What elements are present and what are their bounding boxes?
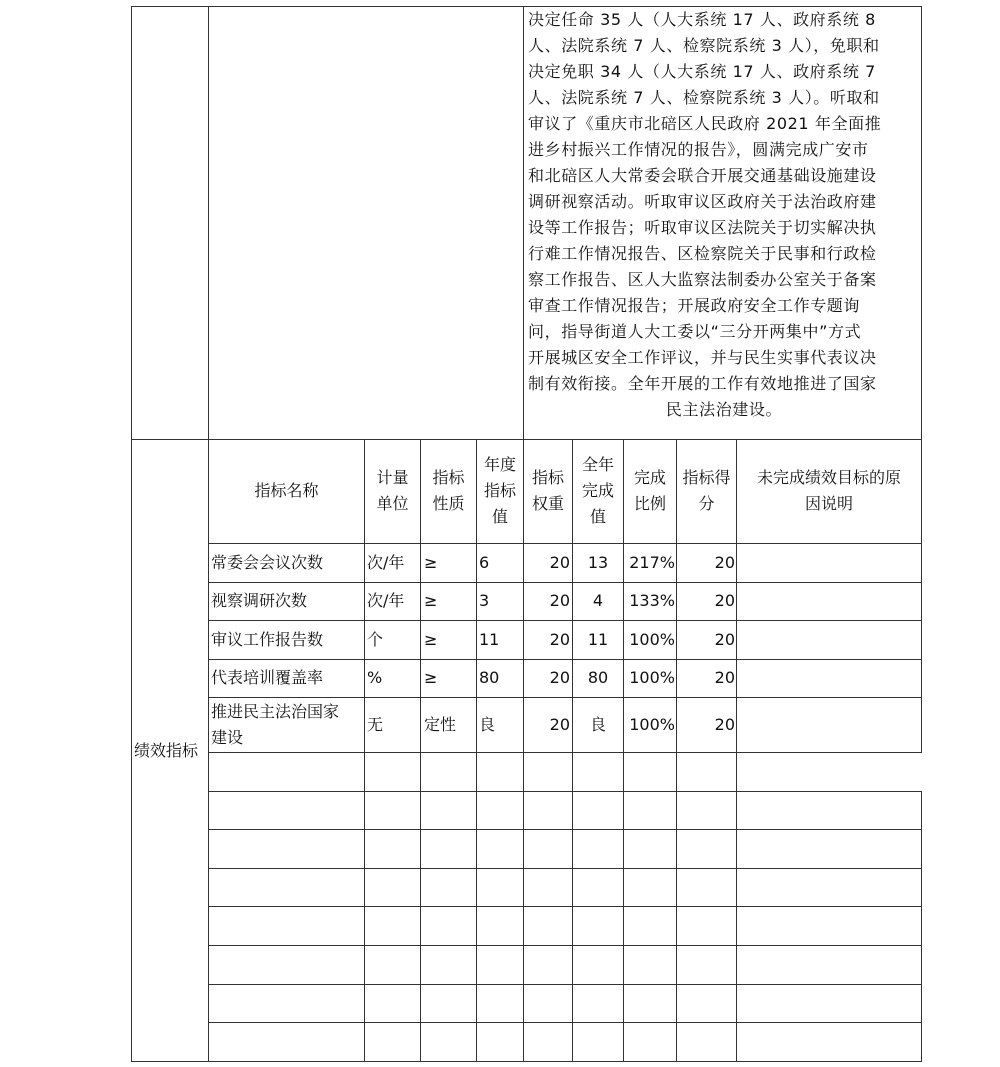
- row-line-9: [208, 906, 922, 907]
- header-weight: [524, 465, 572, 517]
- cell-ratio: 100%: [629, 668, 675, 687]
- cell-annual-target: 3: [479, 591, 490, 610]
- summary-line: 行难工作情况报告、区检察院关于民事和行政检: [528, 244, 877, 263]
- cell-actual: 80: [587, 668, 609, 687]
- header-text: 性质: [432, 494, 465, 513]
- cell-ratio: 217%: [629, 553, 675, 572]
- cell-weight: 20: [549, 715, 570, 734]
- cell-actual: 11: [587, 630, 609, 649]
- col-line-5: [572, 440, 573, 1062]
- row-line-7: [208, 829, 922, 830]
- cell-nature: ≥: [424, 553, 438, 572]
- summary-line: 调研视察活动。听取审议区政府关于法治政府建: [528, 192, 877, 211]
- border-right-top: [921, 6, 922, 440]
- cell-nature: ≥: [424, 630, 438, 649]
- header-text: 因说明: [804, 494, 853, 513]
- cell-actual: 良: [589, 715, 606, 734]
- col-line-3: [476, 440, 477, 1062]
- summary-line: 审议了《重庆市北碚区人民政府 2021 年全面推: [528, 114, 882, 133]
- summary-line: 开展城区安全工作评议，并与民生实事代表议决: [528, 348, 877, 367]
- header-text: 分: [698, 494, 715, 513]
- header-text: 比例: [633, 494, 666, 513]
- cell-score: 20: [714, 553, 735, 572]
- header-text: 指标: [531, 468, 564, 487]
- summary-line: 问，指导街道人大工委以“三分开两集中”方式: [528, 322, 862, 341]
- border-top-mid: [523, 6, 524, 440]
- cell-indicator-name: 审议工作报告数: [211, 630, 324, 649]
- cell-nature: ≥: [424, 591, 438, 610]
- header-text: 年度: [483, 455, 516, 474]
- row-line-10: [208, 945, 922, 946]
- col-line-6: [623, 440, 624, 1062]
- summary-line: 民主法治建设。: [665, 400, 783, 419]
- summary-paragraph: [528, 7, 920, 423]
- cell-indicator-name: 推进民主法治国家: [211, 702, 340, 721]
- header-text: 权重: [531, 494, 564, 513]
- header-text: 未完成绩效目标的原: [756, 468, 901, 487]
- cell-annual-target: 6: [479, 553, 490, 572]
- header-reason: [737, 465, 921, 517]
- header-text: 单位: [376, 494, 409, 513]
- cell-actual: 4: [592, 591, 604, 610]
- summary-line: 制有效衔接。全年开展的工作有效地推进了国家: [528, 374, 877, 393]
- summary-line: 和北碚区人大常委会联合开展交通基础设施建设: [528, 166, 877, 185]
- row-line-4: [208, 697, 922, 698]
- col-line-7: [676, 440, 677, 1062]
- cell-weight: 20: [549, 668, 570, 687]
- cell-indicator-name: 代表培训覆盖率: [211, 668, 324, 687]
- summary-line: 察工作报告、区人大监察法制委办公室关于备案: [528, 270, 877, 289]
- row-line-8: [208, 868, 922, 869]
- summary-line: 决定任命 35 人（人大系统 17 人、政府系统 8: [528, 10, 876, 29]
- cell-actual: 13: [587, 553, 609, 572]
- row-line-header: [208, 543, 922, 544]
- row-line-3: [208, 659, 922, 660]
- cell-ratio: 100%: [629, 715, 675, 734]
- cell-nature: ≥: [424, 668, 438, 687]
- cell-unit: 次/年: [367, 591, 405, 610]
- border-bottom: [131, 1061, 922, 1062]
- cell-annual-target: 11: [479, 630, 500, 649]
- cell-annual-target: 80: [479, 668, 500, 687]
- cell-annual-target: 良: [479, 715, 496, 734]
- cell-indicator-name: 常委会会议次数: [211, 553, 324, 572]
- header-text: 完成: [633, 468, 666, 487]
- cell-weight: 20: [549, 591, 570, 610]
- summary-line: 设等工作报告；听取审议区法院关于切实解决执: [528, 218, 877, 237]
- cell-indicator-name: 视察调研次数: [211, 591, 308, 610]
- header-text: 指标得: [682, 468, 731, 487]
- cell-score: 20: [714, 715, 735, 734]
- header-ratio: [624, 465, 676, 517]
- row-line-11: [208, 984, 922, 985]
- header-annual-target: [477, 452, 523, 530]
- header-text: 完成: [581, 481, 614, 500]
- row-line-12: [208, 1022, 922, 1023]
- summary-line: 人、法院系统 7 人、检察院系统 3 人）。听取和: [528, 88, 880, 107]
- cell-unit: 无: [367, 715, 384, 734]
- header-text: 指标名称: [254, 481, 319, 500]
- header-text: 指标: [432, 468, 465, 487]
- row-line-6: [208, 791, 922, 792]
- row-line-5: [208, 752, 922, 753]
- row-line-1: [208, 582, 922, 583]
- cell-unit: %: [367, 668, 383, 687]
- border-label-col: [208, 6, 209, 1062]
- header-indicator-name: [209, 478, 364, 504]
- cell-indicator-name-cont: 建设: [211, 728, 244, 747]
- row-line-2: [208, 620, 922, 621]
- header-actual: [573, 452, 623, 530]
- cell-unit: 个: [367, 630, 384, 649]
- cell-ratio: 133%: [629, 591, 675, 610]
- cell-ratio: 100%: [629, 630, 675, 649]
- header-score: [677, 465, 736, 517]
- cell-score: 20: [714, 591, 735, 610]
- summary-line: 决定免职 34 人（人大系统 17 人、政府系统 7: [528, 62, 876, 81]
- cell-weight: 20: [549, 553, 570, 572]
- summary-line: 审查工作情况报告；开展政府安全工作专题询: [528, 296, 861, 315]
- col-line-2: [420, 440, 421, 1062]
- border-right-mid: [921, 440, 922, 752]
- col-line-4: [523, 440, 524, 1062]
- header-unit: [365, 465, 420, 517]
- cell-score: 20: [714, 630, 735, 649]
- col-line-8: [736, 440, 737, 1062]
- header-text: 计量: [376, 468, 409, 487]
- section-label: 绩效指标: [134, 741, 199, 760]
- summary-line: 进乡村振兴工作情况的报告》，圆满完成广安市: [528, 140, 869, 159]
- header-nature: [421, 465, 476, 517]
- header-text: 值: [589, 507, 606, 526]
- header-text: 全年: [581, 455, 614, 474]
- cell-weight: 20: [549, 630, 570, 649]
- border-summary-bottom: [131, 439, 922, 440]
- cell-unit: 次/年: [367, 553, 405, 572]
- cell-nature: 定性: [424, 715, 457, 734]
- border-left: [131, 6, 132, 1062]
- summary-line: 人、法院系统 7 人、检察院系统 3 人），免职和: [528, 36, 880, 55]
- cell-score: 20: [714, 668, 735, 687]
- col-line-1: [364, 440, 365, 1062]
- header-text: 指标: [483, 481, 516, 500]
- header-text: 值: [491, 507, 508, 526]
